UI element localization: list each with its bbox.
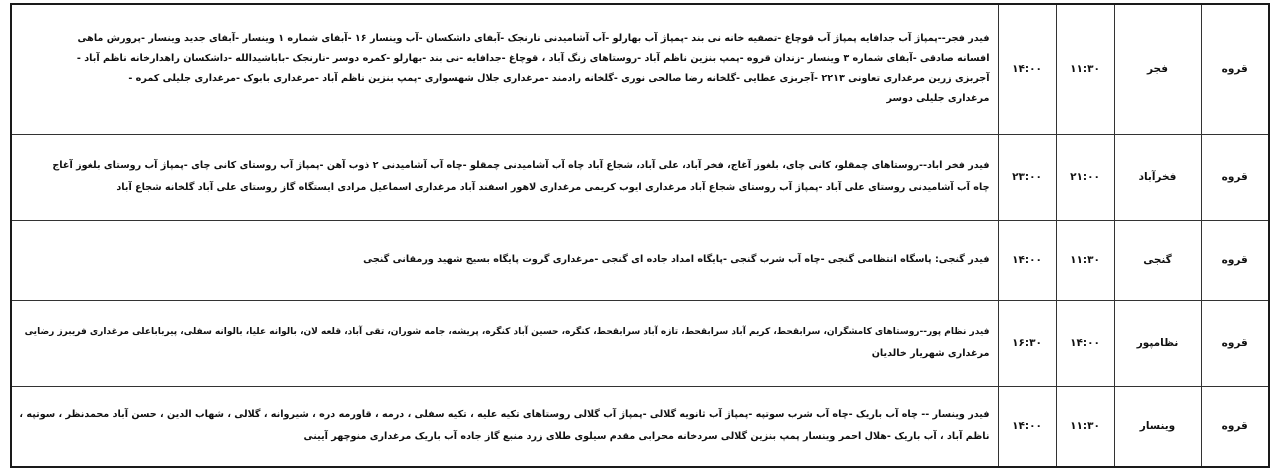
table-row	[11, 220, 1269, 300]
feeder-cell: فجر	[1114, 4, 1201, 134]
start-time-cell: ۱۱:۳۰	[1056, 4, 1114, 134]
start-time-cell: ۲۱:۰۰	[1056, 134, 1114, 220]
city-cell: قروه	[1201, 300, 1269, 386]
affected-areas-cell	[11, 220, 998, 300]
affected-areas-line: فیدر فخر اباد--روستاهای چمقلو، کانی چای، بلغوز آغاج، فخر آباد، علی آباد، شجاع آباد چاه آب آشامیدنی چمقلو -چاه آب آشامیدنی ۲ ذوب آهن -پمپاژ آب روستای کانی چای -پمپاژ آب روستای بلغوز آغاج	[52, 160, 990, 171]
city-cell: قروه	[1201, 386, 1269, 467]
feeder-cell: فخرآباد	[1114, 134, 1201, 220]
end-time-cell: ۱۴:۰۰	[998, 220, 1056, 300]
end-time-cell: ۲۳:۰۰	[998, 134, 1056, 220]
end-time-cell: ۱۴:۰۰	[998, 386, 1056, 467]
affected-areas-line: ناظم آباد ، آب باریک -هلال احمر وینسار پمپ بنزین گلالی سردخانه محرابی مقدم سیلوی طلای زرد منبع گاز جاده آب باریک مرغداری منوچهر آیینی	[303, 431, 990, 443]
city-cell: قروه	[1201, 134, 1269, 220]
feeder-cell: گنجی	[1114, 220, 1201, 300]
city-cell: قروه	[1201, 220, 1269, 300]
affected-areas-cell	[11, 134, 998, 220]
table-row	[11, 300, 1269, 386]
table-row	[11, 386, 1269, 467]
start-time-cell: ۱۱:۳۰	[1056, 386, 1114, 467]
start-time-cell: ۱۴:۰۰	[1056, 300, 1114, 386]
affected-areas-cell	[11, 4, 998, 134]
affected-areas-line: فیدر فجر--پمپاژ آب جدافایه پمپاژ آب قوچاغ -تصفیه خانه نی بند -پمپاژ آب بهارلو -آب آشامیدنی نارنجک -آبفای داشکسان -آب وینسار ۱۶ -آبفای شماره ۱ وینسار -آبفای جدید وینسار -پرورش ماهی	[77, 33, 990, 45]
affected-areas-line: فیدر نظام پور--روستاهای کامشگران، سرابقحط، کریم آباد سرابقحط، تازه آباد سرابقحط، کنگره، حسین آباد کنگره، پریشه، جامه شوران، تقی آباد، قلعه لان، بالوانه علیا، بالوانه سفلی، پیرباباعلی مرغداری فریبرز رضایی	[24, 327, 990, 337]
feeder-cell: وینسار	[1114, 386, 1201, 467]
affected-areas-cell	[11, 300, 998, 386]
end-time-cell: ۱۶:۳۰	[998, 300, 1056, 386]
affected-areas-line: فیدر وینسار -- چاه آب باریک -چاه آب شرب سوتپه -پمپاژ آب ثانویه گلالی -پمپاژ آب گلالی روستاهای تکیه علیه ، تکیه سفلی ، درمه ، قاورمه دره ، شیروانه ، گلالی ، شهاب الدین ، حسن آباد محمدنظر ، سوتپه ،	[19, 409, 990, 421]
outage-schedule-table	[10, 3, 1270, 468]
city-cell: قروه	[1201, 4, 1269, 134]
affected-areas-line: چاه آب آشامیدنی روستای علی آباد -پمپاژ آب روستای شجاع آباد مرغداری ایوب کریمی مرغداری لاهور اسفند آباد مرغداری اسماعیل مرادی ایستگاه گاز روستای علی آباد گلخانه شجاع آباد	[116, 182, 990, 193]
affected-areas-line: فیدر گنجی: پاسگاه انتظامی گنجی -چاه آب شرب گنجی -پایگاه امداد جاده ای گنجی -مرغداری گروت پایگاه بسیج شهید ورمقانی گنجی	[363, 254, 990, 265]
affected-areas-line: افسانه صادقی -آبفای شماره ۳ وینسار -زندان قروه -پمپ بنزین ناظم آباد -روستاهای زنگ آباد ، قوچاغ -جدافایه -نی بند -بهارلو -کمره دوسر -نارنجک -باباشیدالله -داشکسان راهدارخانه ناظم آباد -	[76, 53, 990, 65]
affected-areas-line: آجربزی زرین مرغداری تعاونی ۲۲۱۳ -آجربزی عطایی -گلخانه رضا صالحی نوری -گلخانه رادمند -مرغداری جلال شهسواری -پمپ بنزین ناظم آباد -مرغداری بابوک -مرغداری جلیلی کمره -	[128, 73, 990, 85]
affected-areas-cell	[11, 386, 998, 467]
start-time-cell: ۱۱:۳۰	[1056, 220, 1114, 300]
affected-areas-line: مرغداری جلیلی دوسر	[886, 93, 990, 105]
table-row	[11, 134, 1269, 220]
table-row	[11, 4, 1269, 134]
end-time-cell: ۱۴:۰۰	[998, 4, 1056, 134]
affected-areas-line: مرغداری شهریار خالدیان	[871, 348, 990, 359]
feeder-cell: نظامپور	[1114, 300, 1201, 386]
